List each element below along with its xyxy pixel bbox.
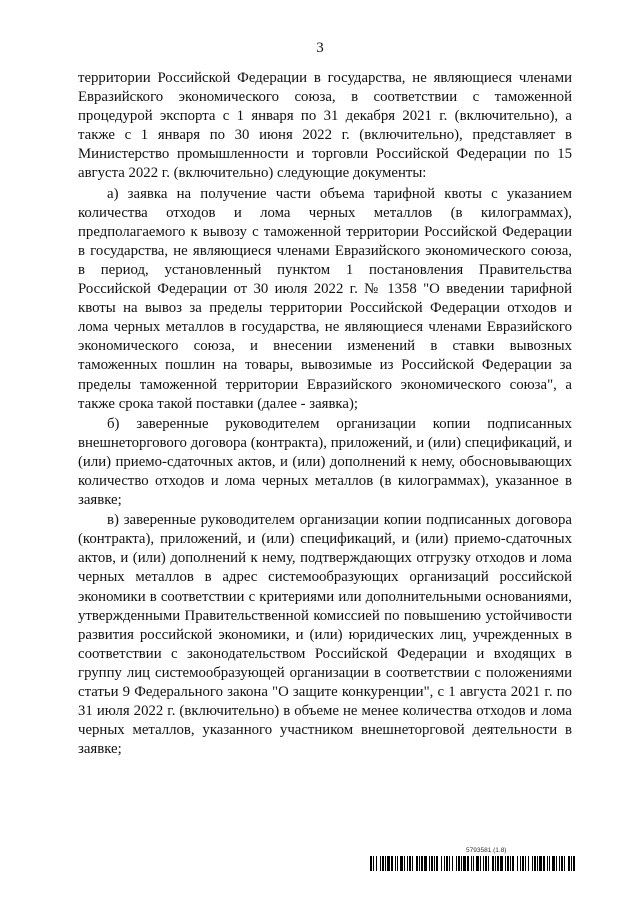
paragraph-item-v: в) заверенные руководителем организации копии подписанных договора (контракта), приложений, и (или) спецификаций, и (или) приемо-сдаточных актов, и (или) дополнений к нему, подтверждающих отгрузку отходов и лома черных металлов в адрес системообразующих организаций российской экономики в соответствии с критериями или дополнительными основаниями, утвержденными Правительственной комиссией по повышению устойчивости развития российской экономики, и (или) юридических лиц, учрежденных в соответствии с законодательством Российской Федерации и входящих в группу лиц системообразующей организации в соответствии с положениями статьи 9 Федерального закона "О защите конкуренции", с 1 августа 2021 г. по 31 июля 2022 г. (включительно) в объеме не менее количества отходов и лома черных металлов, указанного участником внешнеторговой деятельности в заявке; [78, 512, 572, 758]
barcode-image [370, 856, 576, 871]
paragraph-intro: территории Российской Федерации в государства, не являющиеся членами Евразийского экономического союза, в соответствии с таможенной процедурой экспорта с 1 января по 31 декабря 2021 г. (включительно), а также с 1 января по 30 июня 2022 г. (включительно), представляет в Министерство промышленности и торговли Российской Федерации по 15 августа 2022 г. (включительно) следующие документы: [78, 70, 572, 182]
page-number: 3 [316, 40, 324, 56]
paragraph-item-b: б) заверенные руководителем организации копии подписанных внешнеторгового договора (контракта), приложений, и (или) спецификаций, и (или) приемо-сдаточных актов, и (или) дополнений к нему, обосновывающих количество отходов и лома черных металлов (в килограммах), указанное в заявке; [78, 415, 572, 509]
paragraph-item-a: а) заявка на получение части объема тарифной квоты с указанием количества отходов и лома черных металлов (в килограммах), предполагаемого к вывозу с таможенной территории Российской Федерации в государства, не являющиеся членами Евразийского экономического союза, в период, установленный пунктом 1 постановления Правительства Российской Федерации от 30 июля 2022 г. № 1358 "О введении тарифной квоты на вывоз за пределы территории Российской Федерации отходов и лома черных металлов в государства, не являющиеся членами Евразийского экономического союза, и внесении изменений в ставки вывозных таможенных пошлин на товары, вывозимые из Российской Федерации за пределы таможенной территории Евразийского экономического союза", а также срока такой поставки (далее - заявка); [78, 185, 572, 412]
document-body [78, 69, 572, 759]
document-code: 5793581 (1.8) [466, 847, 507, 854]
